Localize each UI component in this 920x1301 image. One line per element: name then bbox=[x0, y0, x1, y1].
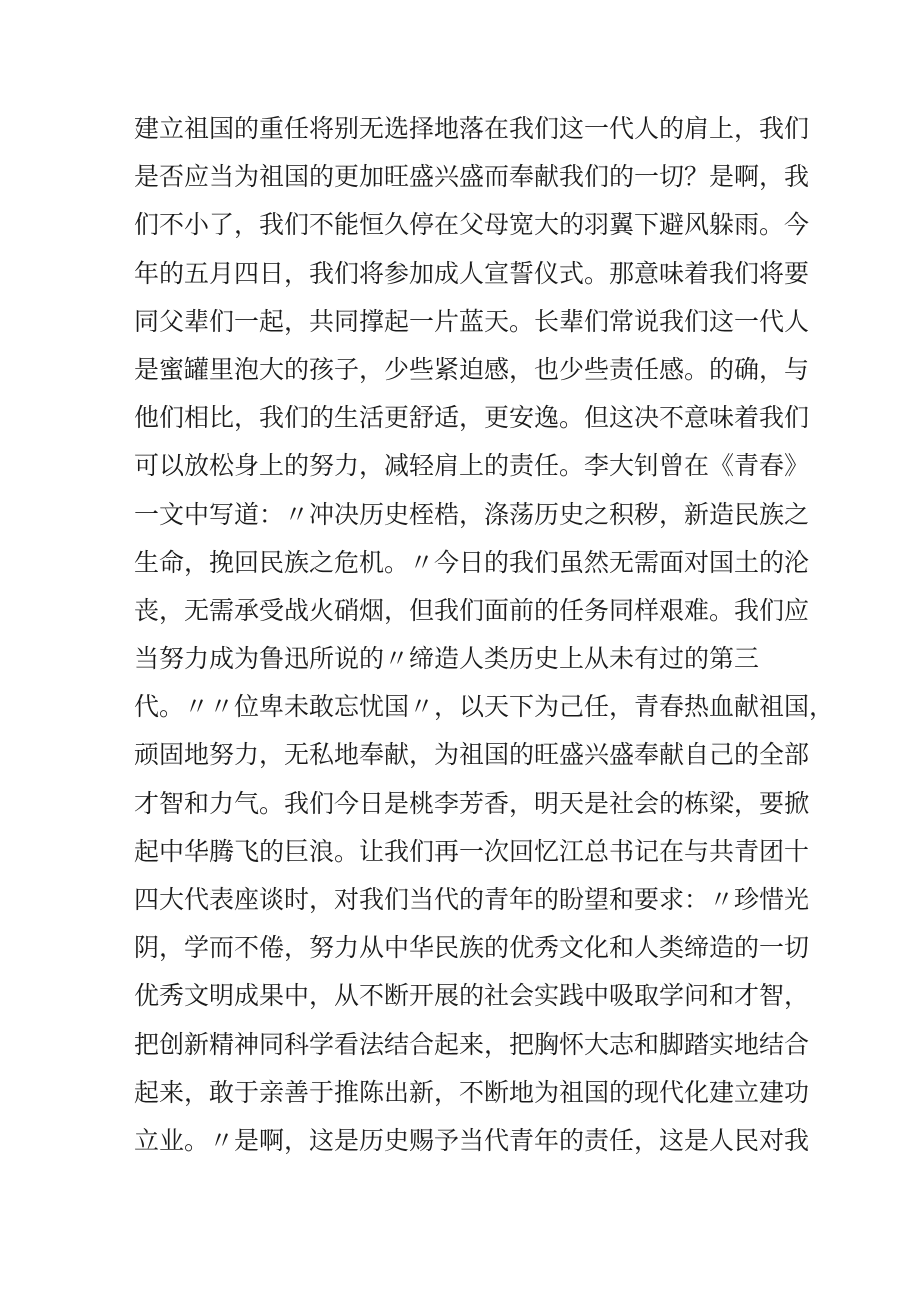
text-line-3: 们不小了，我们不能恒久停在父母宽大的羽翼下避风躲雨。今 bbox=[134, 210, 810, 240]
text-line-10: 生命，挽回民族之危机。〃今日的我们虽然无需面对国土的沦 bbox=[134, 547, 810, 577]
text-line-7: 他们相比，我们的生活更舒适，更安逸。但这决不意味着我们 bbox=[134, 403, 810, 433]
text-line-4: 年的五月四日，我们将参加成人宣誓仪式。那意味着我们将要 bbox=[134, 258, 810, 288]
text-line-13: 代。〃〃位卑未敢忘忧国〃，以天下为己任，青春热血献祖国， bbox=[134, 692, 835, 722]
text-line-17: 四大代表座谈时，对我们当代的青年的盼望和要求：〃珍惜光 bbox=[134, 885, 810, 914]
text-line-5: 同父辈们一起，共同撑起一片蓝天。长辈们常说我们这一代人 bbox=[134, 306, 810, 336]
body-paragraph bbox=[134, 105, 835, 1165]
text-line-16: 起中华腾飞的巨浪。让我们再一次回忆江总书记在与共青团十 bbox=[134, 836, 810, 866]
text-line-20: 把创新精神同科学看法结合起来，把胸怀大志和脚踏实地结合 bbox=[134, 1029, 810, 1059]
text-line-9: 一文中写道：〃冲决历史桎梏，涤荡历史之积秽，新造民族之 bbox=[134, 499, 810, 529]
text-line-1: 建立祖国的重任将别无选择地落在我们这一代人的肩上，我们 bbox=[134, 114, 810, 143]
text-line-22: 立业。〃是啊，这是历史赐予当代青年的责任，这是人民对我 bbox=[134, 1125, 810, 1155]
text-line-14: 顽固地努力，无私地奉献，为祖国的旺盛兴盛奉献自己的全部 bbox=[134, 740, 810, 770]
text-line-18: 阴，学而不倦，努力从中华民族的优秀文化和人类缔造的一切 bbox=[134, 933, 810, 963]
text-line-2: 是否应当为祖国的更加旺盛兴盛而奉献我们的一切？是啊，我 bbox=[134, 162, 810, 192]
text-line-19: 优秀文明成果中，从不断开展的社会实践中吸取学问和才智， bbox=[134, 981, 810, 1011]
text-line-12: 当努力成为鲁迅所说的〃缔造人类历史上从未有过的第三 bbox=[134, 644, 760, 674]
text-line-21: 起来，敢于亲善于推陈出新，不断地为祖国的现代化建立建功 bbox=[134, 1077, 810, 1107]
text-line-6: 是蜜罐里泡大的孩子，少些紧迫感，也少些责任感。的确，与 bbox=[134, 354, 810, 384]
text-line-8: 可以放松身上的努力，减轻肩上的责任。李大钊曾在《青春》 bbox=[134, 451, 810, 481]
text-line-15: 才智和力气。我们今日是桃李芳香，明天是社会的栋梁，要掀 bbox=[134, 788, 810, 818]
text-line-11: 丧，无需承受战火硝烟，但我们面前的任务同样艰难。我们应 bbox=[134, 595, 810, 625]
